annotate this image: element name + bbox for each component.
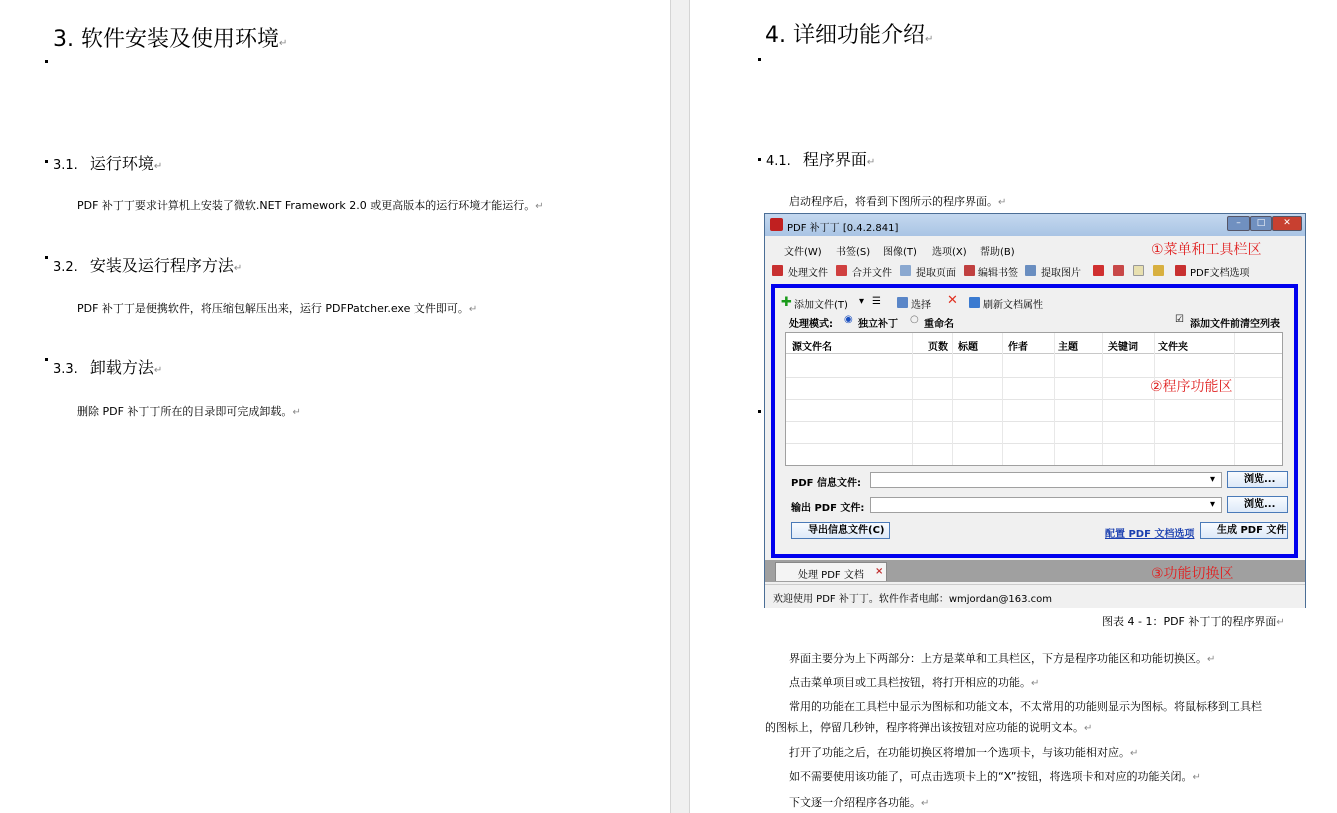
list-bullet (758, 158, 761, 161)
body-paragraph: 打开了功能之后，在功能切换区将增加一个选项卡，与该功能相对应。↵ (789, 746, 1139, 759)
menu-options[interactable]: 选项(X) (932, 247, 967, 258)
section-4-1-intro: 启动程序后，将看到下图所示的程序界面。↵ (789, 195, 1007, 208)
list-bullet (758, 58, 761, 61)
mode-label: 处理模式: (789, 319, 833, 330)
list-bullet (758, 410, 761, 413)
section-3-3-body: 删除 PDF 补丁丁所在的目录即可完成卸载。↵ (77, 405, 301, 418)
file-list-table[interactable] (785, 332, 1283, 466)
app-logo-icon (770, 218, 783, 231)
list-bullet (45, 256, 48, 259)
column-header-pages[interactable]: 页数 (928, 342, 948, 353)
menu-file[interactable]: 文件(W) (784, 247, 822, 258)
refresh-properties-button[interactable]: 刷新文档属性 (983, 300, 1043, 311)
list-bullet (45, 358, 48, 361)
menu-help[interactable]: 帮助(B) (980, 247, 1015, 258)
tool-icon[interactable] (1113, 265, 1124, 276)
refresh-icon (969, 297, 980, 308)
clear-list-option[interactable]: 添加文件前清空列表 (1190, 319, 1280, 330)
radio-selected-icon[interactable]: ◉ (844, 314, 853, 325)
page-gutter (670, 0, 690, 813)
edit-bookmarks-icon (964, 265, 975, 276)
body-paragraph: 点击菜单项目或工具栏按钮，将打开相应的功能。↵ (789, 676, 1040, 689)
export-info-button[interactable]: 导出信息文件(C) (791, 522, 890, 539)
remove-icon[interactable]: ✕ (947, 293, 958, 308)
menu-bookmarks[interactable]: 书签(S) (836, 247, 871, 258)
chapter-3-heading: 3. 软件安装及使用环境↵ (53, 27, 288, 52)
tab-process-pdf[interactable] (775, 562, 887, 581)
extract-pages-icon (900, 265, 911, 276)
status-bar (765, 584, 1305, 608)
app-screenshot-figure (764, 213, 1306, 608)
toolbar-process-file[interactable]: 处理文件 (788, 268, 828, 279)
list-icon[interactable]: ☰ (872, 296, 881, 307)
title-bar (765, 214, 1305, 236)
info-file-label: PDF 信息文件: (791, 478, 861, 489)
figure-caption: 图表 4 - 1：PDF 补丁丁的程序界面↵ (1102, 615, 1285, 628)
browse-output-button[interactable]: 浏览... (1227, 496, 1288, 513)
body-paragraph: 界面主要分为上下两部分：上方是菜单和工具栏区，下方是程序功能区和功能切换区。↵ (789, 652, 1216, 665)
mode-option-rename[interactable]: 重命名 (924, 319, 954, 330)
column-header-author[interactable]: 作者 (1008, 342, 1028, 353)
merge-file-icon (836, 265, 847, 276)
chevron-down-icon[interactable]: ▾ (859, 296, 865, 307)
tool-icon[interactable] (1133, 265, 1144, 276)
maximize-button[interactable]: □ (1250, 216, 1272, 231)
checkbox-checked-icon[interactable]: ☑ (1175, 314, 1184, 325)
minimize-button[interactable]: – (1227, 216, 1250, 231)
column-header-keywords[interactable]: 关键词 (1108, 342, 1138, 353)
annotation-menu-toolbar: ①菜单和工具栏区 (1151, 242, 1262, 258)
browse-info-button[interactable]: 浏览... (1227, 471, 1288, 488)
toolbar-extract-pages[interactable]: 提取页面 (916, 268, 956, 279)
mode-option-standalone[interactable]: 独立补丁 (858, 319, 898, 330)
tool-icon[interactable] (1093, 265, 1104, 276)
info-file-input[interactable] (870, 472, 1222, 488)
close-button[interactable]: ✕ (1272, 216, 1302, 231)
column-header-source-file[interactable]: 源文件名 (792, 342, 832, 353)
toolbar-extract-images[interactable]: 提取图片 (1041, 268, 1081, 279)
close-icon[interactable]: × (875, 566, 884, 577)
annotation-tab-switch: ③功能切换区 (1151, 566, 1234, 582)
add-icon: ✚ (781, 295, 792, 310)
pdf-options-icon (1175, 265, 1186, 276)
section-3-2-heading: 3.2. 安装及运行程序方法↵ (53, 256, 243, 275)
select-icon (897, 297, 908, 308)
section-3-3-heading: 3.3. 卸载方法↵ (53, 358, 163, 377)
column-header-title[interactable]: 标题 (958, 342, 978, 353)
list-bullet (45, 60, 48, 63)
column-header-folder[interactable]: 文件夹 (1158, 342, 1188, 353)
generate-pdf-button[interactable]: 生成 PDF 文件 (1200, 522, 1288, 539)
body-paragraph: 常用的功能在工具栏中显示为图标和功能文本，不太常用的功能则显示为图标。将鼠标移到工具栏 (789, 700, 1262, 713)
tool-icon[interactable] (1153, 265, 1164, 276)
menu-images[interactable]: 图像(T) (883, 247, 917, 258)
annotation-function-area: ②程序功能区 (1150, 379, 1233, 395)
select-button[interactable]: 选择 (911, 300, 931, 311)
section-3-2-body: PDF 补丁丁是便携软件，将压缩包解压出来，运行 PDFPatcher.exe 文件即可。↵ (77, 302, 478, 315)
chapter-4-heading: 4. 详细功能介绍↵ (765, 23, 934, 48)
radio-unselected-icon[interactable]: ○ (910, 314, 919, 325)
toolbar-merge-file[interactable]: 合并文件 (852, 268, 892, 279)
window-title: PDF 补丁丁 [0.4.2.841] (787, 223, 899, 234)
toolbar-edit-bookmarks[interactable]: 编辑书签 (978, 268, 1018, 279)
toolbar (765, 260, 1305, 282)
add-files-button[interactable]: 添加文件(T) (794, 300, 848, 311)
section-3-1-body: PDF 补丁丁要求计算机上安装了微软.NET Framework 2.0 或更高版本的运行环境才能运行。↵ (77, 199, 544, 212)
section-4-1-heading: 4.1. 程序界面↵ (766, 150, 876, 169)
body-paragraph: 的图标上，停留几秒钟，程序将弹出该按钮对应功能的说明文本。↵ (765, 721, 1093, 734)
tab-label: 处理 PDF 文档 (798, 570, 864, 581)
config-options-link[interactable]: 配置 PDF 文档选项 (1105, 529, 1195, 540)
process-file-icon (772, 265, 783, 276)
toolbar-pdf-options[interactable]: PDF文档选项 (1190, 268, 1250, 279)
body-paragraph: 如不需要使用该功能了，可点击选项卡上的“X”按钮，将选项卡和对应的功能关闭。↵ (789, 770, 1201, 783)
chevron-down-icon[interactable]: ▾ (1210, 474, 1216, 485)
output-file-label: 输出 PDF 文件: (791, 503, 865, 514)
status-text: 欢迎使用 PDF 补丁丁。软件作者电邮：wmjordan@163.com (773, 594, 1053, 605)
tab-strip (765, 560, 1305, 582)
list-bullet (45, 160, 48, 163)
extract-images-icon (1025, 265, 1036, 276)
section-3-1-heading: 3.1. 运行环境↵ (53, 154, 163, 173)
chevron-down-icon[interactable]: ▾ (1210, 499, 1216, 510)
column-header-subject[interactable]: 主题 (1058, 342, 1078, 353)
output-file-input[interactable] (870, 497, 1222, 513)
body-paragraph: 下文逐一介绍程序各功能。↵ (789, 796, 930, 809)
